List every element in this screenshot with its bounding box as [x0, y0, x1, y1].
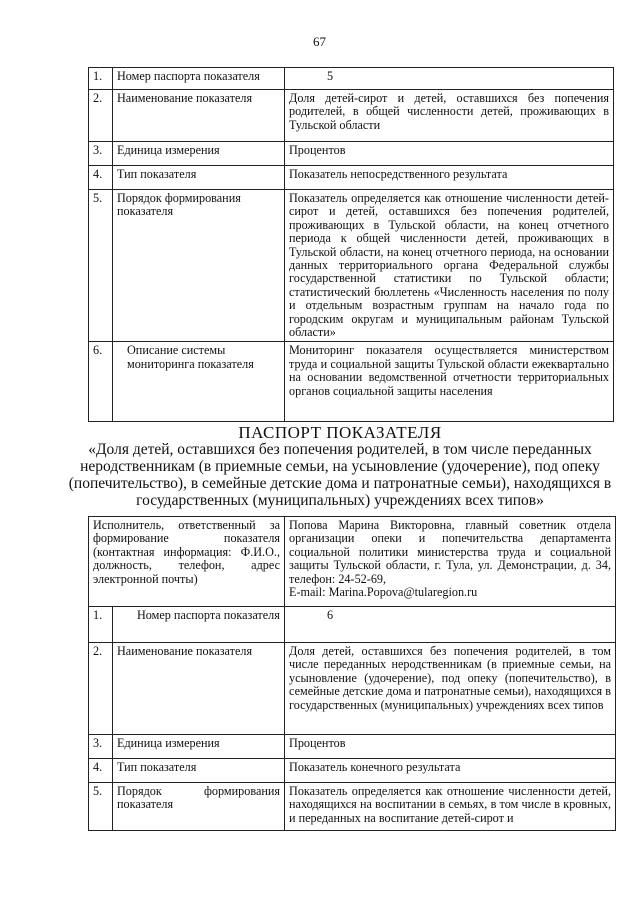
table-row [89, 166, 614, 190]
table-row [89, 735, 616, 759]
row-label: Тип показателя [113, 166, 285, 190]
executor-value [285, 517, 616, 607]
row-label: Тип показателя [113, 759, 285, 783]
row-value: 6 [285, 607, 616, 643]
table-row [89, 517, 616, 607]
row-value: 5 [285, 68, 614, 90]
row-value: Процентов [285, 142, 614, 166]
passport-heading: ПАСПОРТ ПОКАЗАТЕЛЯ [238, 423, 442, 442]
row-value: Доля детей, оставшихся без попечения родителей, в том числе переданных неродственникам (в приемные семьи, на усыновление (удочерение), под опеку (попечительство), в семейные детские дома и патронатные семьи), находящихся в государственных (муниципальных) учреждениях всех типов [285, 643, 616, 735]
row-number: 2. [89, 90, 113, 142]
row-label: Единица измерения [113, 142, 285, 166]
row-number: 1. [89, 68, 113, 90]
row-number: 5. [89, 190, 113, 342]
row-value: Показатель определяется как отношение численности детей, находящихся на воспитании в семьях, в том числе в кровных, и переданных на воспитание детей-сирот и [285, 783, 616, 831]
row-number: 4. [89, 166, 113, 190]
passport-subtitle: «Доля детей, оставшихся без попечения родителей, в том числе переданных неродственникам (в приемные семьи, на усыновление (удочерение), под опеку (попечительство), в семейные детские дома и патронатные семьи), находящихся в государственных (муниципальных) учреждениях всех типов» [68, 441, 612, 509]
table-row [89, 759, 616, 783]
indicator-passport-table-6 [88, 516, 616, 831]
row-value: Показатель конечного результата [285, 759, 616, 783]
row-label: Наименование показателя [113, 90, 285, 142]
executor-label: Исполнитель, ответственный за формирование показателя (контактная информация: Ф.И.О., должность, телефон, адрес электронной почты) [89, 517, 285, 607]
table-row [89, 607, 616, 643]
row-label: Наименование показателя [113, 643, 285, 735]
passport-title-block [60, 424, 620, 509]
page-number: 67 [313, 34, 326, 49]
row-label: Номер паспорта показателя [113, 68, 285, 90]
executor-email: E-mail: Marina.Popova@tularegion.ru [289, 585, 478, 600]
row-label: Единица измерения [113, 735, 285, 759]
table-row [89, 190, 614, 342]
row-number: 4. [89, 759, 113, 783]
row-label: Номер паспорта показателя [113, 607, 285, 643]
row-value: Показатель определяется как отношение численности детей-сирот и детей, оставшихся без попечения родителей, проживающих в Тульской области, на конец отчетного периода к общей численности детей, проживающих в Тульской области, на конец отчетного периода, на основании данных территориального органа Федеральной службы государственной статистики по Тульской области; статистический бюллетень «Численность населения по полу и отдельным возрастным группам на начало года по городским округам и муниципальным районам Тульской области» [285, 190, 614, 342]
row-label: Порядок формирования показателя [113, 190, 285, 342]
row-number: 5. [89, 783, 113, 831]
row-value: Доля детей-сирот и детей, оставшихся без попечения родителей, в общей численности детей, проживающих в Тульской области [285, 90, 614, 142]
table-row [89, 68, 614, 90]
row-number: 6. [89, 342, 113, 422]
row-number: 2. [89, 643, 113, 735]
row-label: Описание системы мониторинга показателя [113, 342, 285, 422]
table-row [89, 342, 614, 422]
table-row [89, 783, 616, 831]
row-value: Показатель непосредственного результата [285, 166, 614, 190]
row-number: 3. [89, 142, 113, 166]
table-row [89, 643, 616, 735]
row-number: 3. [89, 735, 113, 759]
executor-contact: Попова Марина Викторовна, главный советник отдела организации опеки и попечительства департамента социальной политики министерства труда и социальной защиты Тульской области, г. Тула, ул. Демонстрации, д. 34, телефон: 24-52-69, [289, 518, 611, 586]
row-value: Процентов [285, 735, 616, 759]
table-row [89, 142, 614, 166]
row-number: 1. [89, 607, 113, 643]
indicator-passport-table-5 [88, 67, 614, 422]
table-row [89, 90, 614, 142]
row-value: Мониторинг показателя осуществляется министерством труда и социальной защиты Тульской области ежеквартально на основании ведомственной отчетности территориальных органов социальной защиты населения [285, 342, 614, 422]
row-label: Порядок формирования показателя [113, 783, 285, 831]
